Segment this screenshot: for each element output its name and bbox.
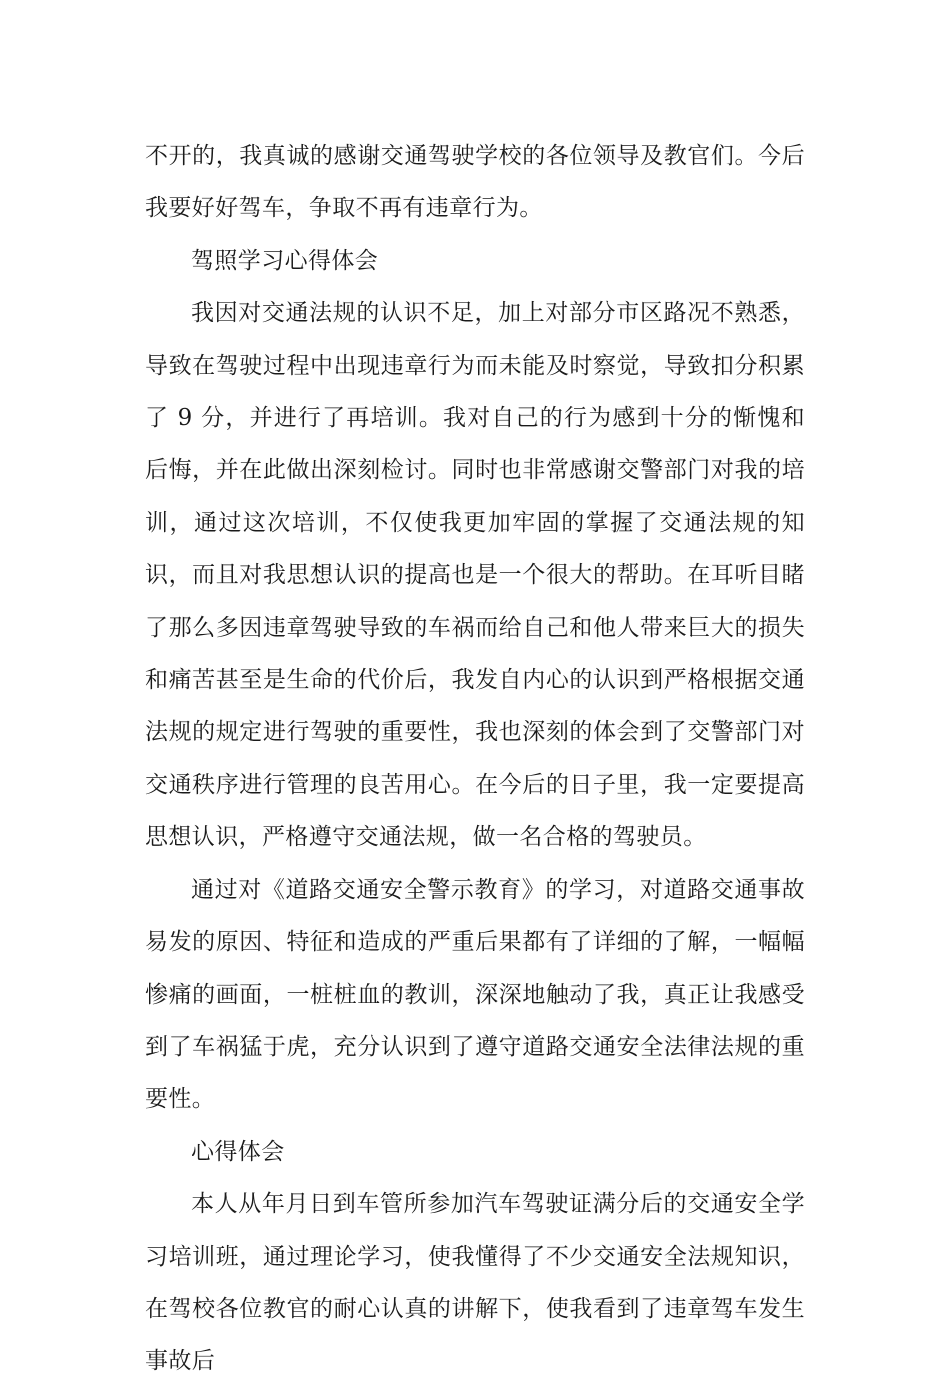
section-heading-experience: 心得体会: [191, 1138, 285, 1165]
paragraph-training-class: 本人从年月日到车管所参加汽车驾驶证满分后的交通安全学习培训班，通过理论学习，使我懂得了不少交通安全法规知识，在驾校各位教官的耐心认真的讲解下，使我看到了违章驾车发生事故后: [145, 1191, 805, 1375]
paragraph-self-reflection: 我因对交通法规的认识不足，加上对部分市区路况不熟悉，导致在驾驶过程中出现违章行为而未能及时察觉，导致扣分积累了 9 分，并进行了再培训。我对自己的行为感到十分的惭愧和后悔，并在此做出深刻检讨。同时也非常感谢交警部门对我的培训，通过这次培训，不仅使我更加牢固的掌握了交通法规的知识，而且对我思想认识的提高也是一个很大的帮助。在耳听目睹了那么多因违章驾驶导致的车祸而给自己和他人带来巨大的损失和痛苦甚至是生命的代价后，我发自内心的认识到严格根据交通法规的规定进行驾驶的重要性，我也深刻的体会到了交警部门对交通秩序进行管理的良苦用心。在今后的日子里，我一定要提高思想认识，严格遵守交通法规，做一名合格的驾驶员。: [145, 300, 805, 851]
section-heading-driving-license-study: 驾照学习心得体会: [191, 247, 379, 274]
document-body: [145, 130, 805, 1388]
paragraph-safety-education: 通过对《道路交通安全警示教育》的学习，对道路交通事故易发的原因、特征和造成的严重后果都有了详细的了解，一幅幅惨痛的画面，一桩桩血的教训，深深地触动了我，真正让我感受到了车祸猛于虎，充分认识到了遵守道路交通安全法律法规的重要性。: [145, 876, 805, 1113]
paragraph-continuation: 不开的，我真诚的感谢交通驾驶学校的各位领导及教官们。今后我要好好驾车，争取不再有违章行为。: [145, 143, 805, 222]
